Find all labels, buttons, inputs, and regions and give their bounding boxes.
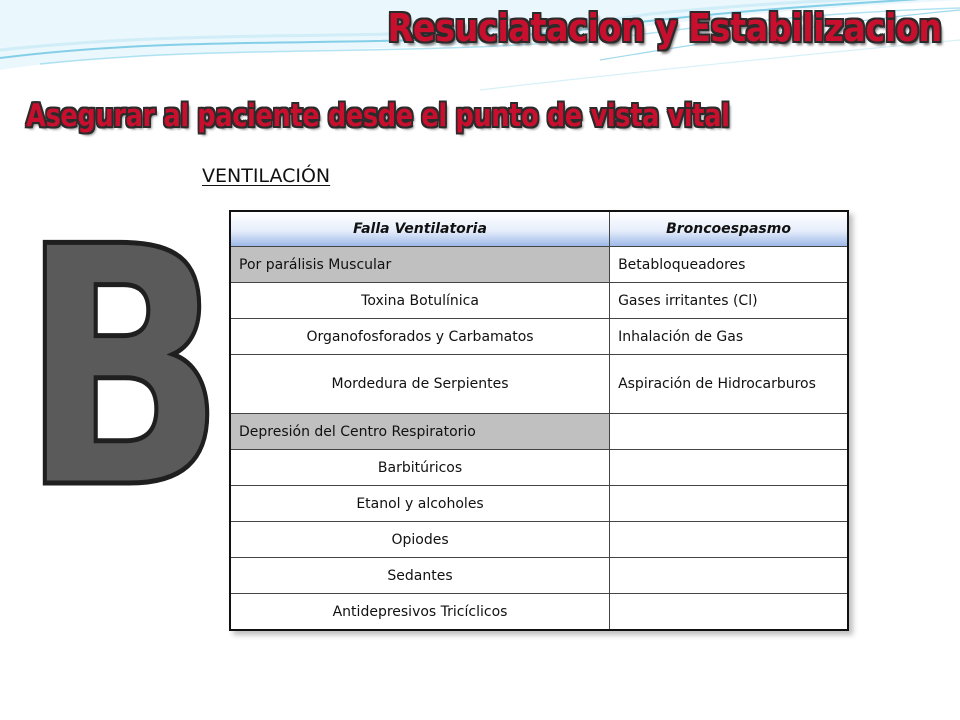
table-cell-left: Antidepresivos Tricíclicos [230, 594, 610, 631]
table-cell-right: Aspiración de Hidrocarburos [610, 355, 848, 414]
table-row [230, 450, 848, 486]
ventilation-table [229, 210, 849, 631]
column-header-bronco: Broncoespasmo [610, 211, 848, 247]
slide-subtitle: Asegurar al paciente desde el punto de vista vital [26, 98, 730, 134]
table-row [230, 247, 848, 283]
table-cell-right [610, 414, 848, 450]
table-cell-right [610, 486, 848, 522]
table-cell-right: Inhalación de Gas [610, 319, 848, 355]
table-row [230, 319, 848, 355]
table-row [230, 558, 848, 594]
column-header-falla: Falla Ventilatoria [230, 211, 610, 247]
table-cell-left: Depresión del Centro Respiratorio [230, 414, 610, 450]
table-cell-right [610, 558, 848, 594]
table-cell-left: Etanol y alcoholes [230, 486, 610, 522]
table-cell-right: Betabloqueadores [610, 247, 848, 283]
table-row [230, 283, 848, 319]
table-row [230, 486, 848, 522]
table-cell-left: Mordedura de Serpientes [230, 355, 610, 414]
table-cell-right [610, 450, 848, 486]
table-cell-left: Toxina Botulínica [230, 283, 610, 319]
table-row [230, 355, 848, 414]
slide-title: Resuciatacion y Estabilizacion [387, 6, 942, 50]
table-cell-right [610, 522, 848, 558]
table-row [230, 594, 848, 631]
table-cell-left: Opiodes [230, 522, 610, 558]
table-cell-left: Por parálisis Muscular [230, 247, 610, 283]
table-cell-left: Organofosforados y Carbamatos [230, 319, 610, 355]
table-row [230, 522, 848, 558]
table-cell-right [610, 594, 848, 631]
table-cell-right: Gases irritantes (Cl) [610, 283, 848, 319]
table-cell-left: Sedantes [230, 558, 610, 594]
big-letter-b: B [20, 177, 227, 561]
section-heading: VENTILACIÓN [202, 165, 331, 187]
table-cell-left: Barbitúricos [230, 450, 610, 486]
table-row [230, 414, 848, 450]
table-header-row [230, 211, 848, 247]
